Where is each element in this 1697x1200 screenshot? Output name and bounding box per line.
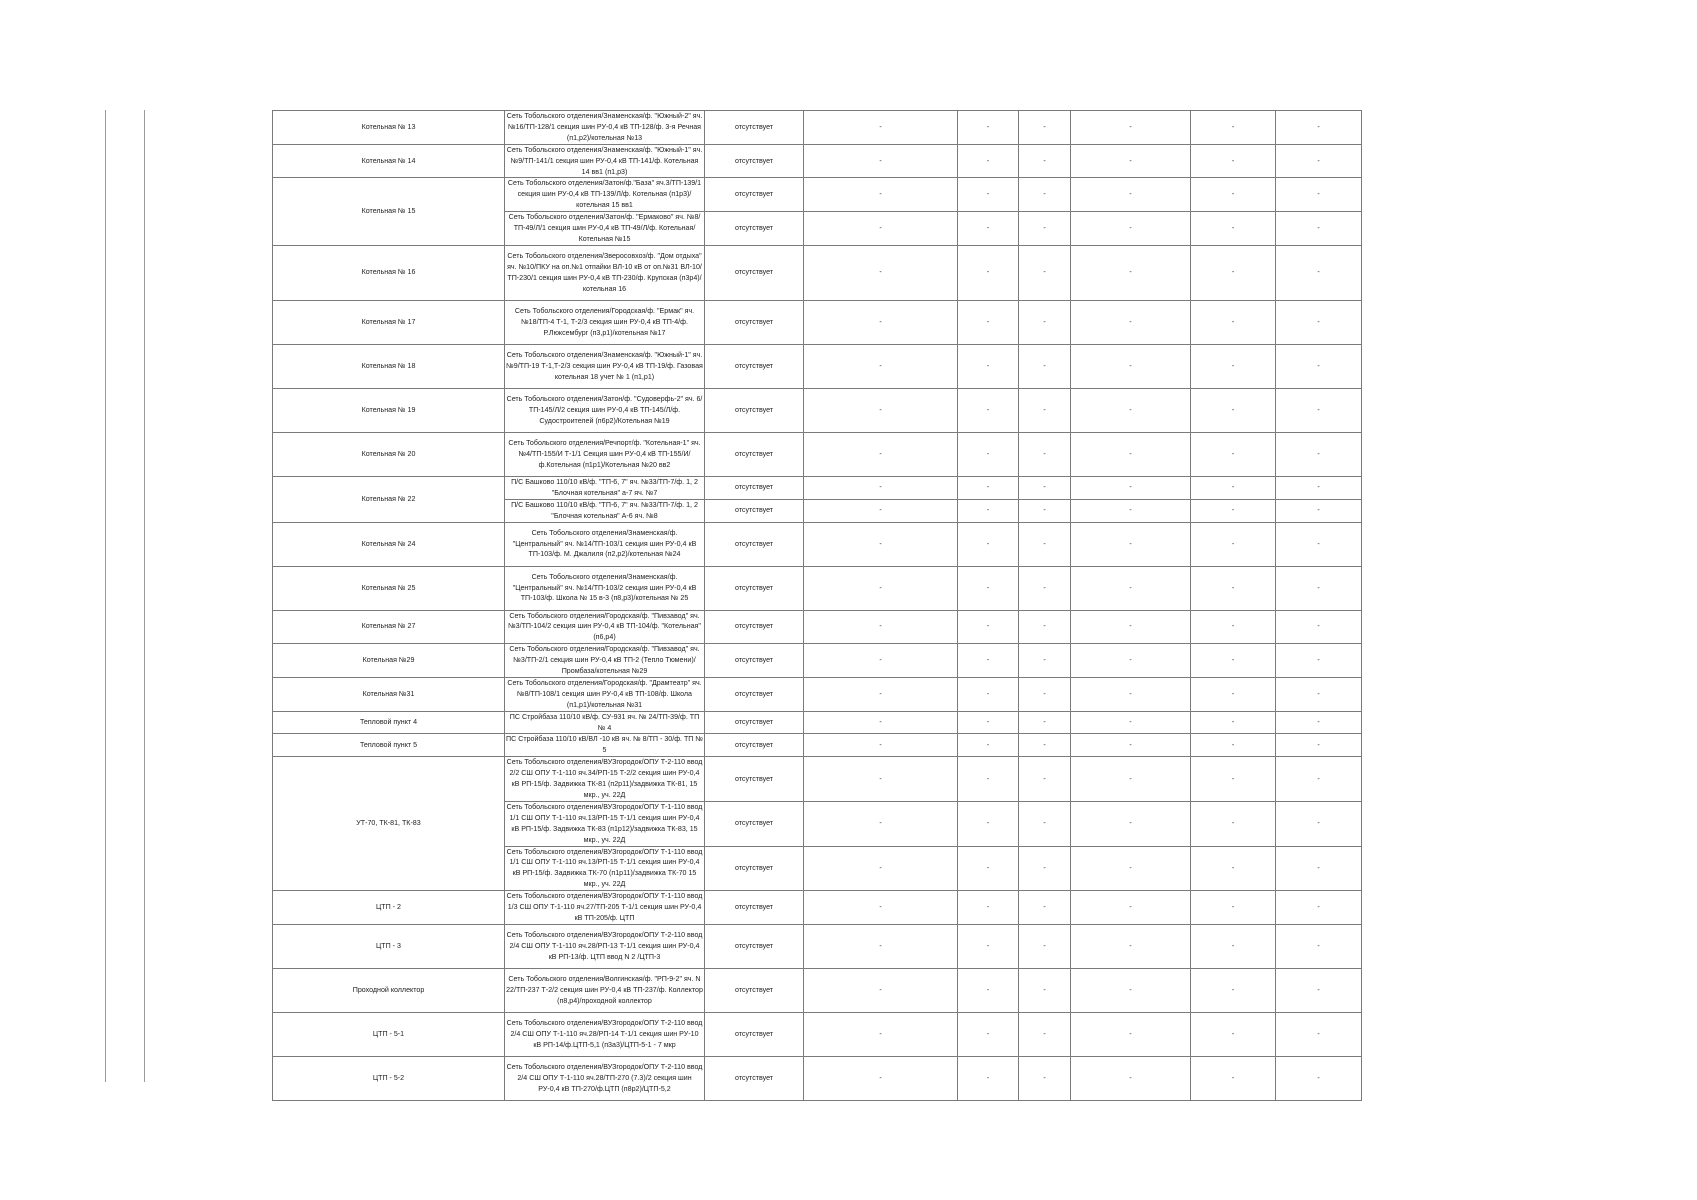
table-row [273,144,1362,178]
dash-cell: - [1191,1012,1276,1056]
dash-cell: - [1276,757,1362,802]
dash-cell: - [1276,846,1362,891]
dash-cell: - [1019,801,1071,846]
dash-cell: - [1191,499,1276,522]
status-cell: отсутствует [705,344,804,388]
status-cell: отсутствует [705,924,804,968]
dash-cell: - [1071,846,1191,891]
table-row [273,644,1362,678]
facility-name-cell: ЦТП - 5-1 [273,1012,505,1056]
status-cell: отсутствует [705,644,804,678]
dash-cell: - [1276,476,1362,499]
power-source-cell: Сеть Тобольского отделения/Городская/ф. "Ермак" яч. №18/ТП-4 Т-1, Т-2/3 секция шин РУ-0,4 кВ ТП-4/ф. Р.Люксембург (п3,р1)/котельная №17 [505,300,705,344]
left-margin-line-2 [144,110,145,1082]
dash-cell: - [1019,734,1071,757]
table-row [273,610,1362,644]
dash-cell: - [1276,924,1362,968]
dash-cell: - [1191,924,1276,968]
dash-cell: - [804,111,958,145]
dash-cell: - [804,1012,958,1056]
dash-cell: - [1019,300,1071,344]
power-source-cell: ПС Стройбаза 110/10 кВ/ВЛ -10 кВ яч. № 8/ТП - 30/ф. ТП № 5 [505,734,705,757]
dash-cell: - [958,610,1019,644]
dash-cell: - [804,245,958,300]
dash-cell: - [1191,891,1276,925]
dash-cell: - [1071,968,1191,1012]
power-source-cell: Сеть Тобольского отделения/Речпорт/ф. "Котельная-1" яч. №4/ТП-155/И Т-1/1 Секция шин РУ-0,4 кВ ТП-155/И/ф.Котельная (п1р1)/Котельная №20 вв2 [505,432,705,476]
dash-cell: - [958,245,1019,300]
facility-name-cell: Котельная № 25 [273,566,505,610]
dash-cell: - [1071,1012,1191,1056]
dash-cell: - [1071,300,1191,344]
dash-cell: - [958,344,1019,388]
dash-cell: - [804,300,958,344]
dash-cell: - [1191,476,1276,499]
facility-name-cell: Котельная № 15 [273,178,505,245]
facility-name-cell: Котельная № 22 [273,476,505,522]
status-cell: отсутствует [705,144,804,178]
table-row [273,300,1362,344]
dash-cell: - [1191,522,1276,566]
dash-cell: - [1191,677,1276,711]
dash-cell: - [1191,111,1276,145]
dash-cell: - [1019,144,1071,178]
dash-cell: - [1019,1056,1071,1100]
facility-name-cell: Котельная № 20 [273,432,505,476]
dash-cell: - [958,846,1019,891]
dash-cell: - [1071,111,1191,145]
dash-cell: - [1191,144,1276,178]
facility-name-cell: Котельная №29 [273,644,505,678]
table-row [273,344,1362,388]
dash-cell: - [1071,144,1191,178]
facility-name-cell: ЦТП - 3 [273,924,505,968]
dash-cell: - [958,432,1019,476]
dash-cell: - [1019,476,1071,499]
dash-cell: - [1019,924,1071,968]
dash-cell: - [1191,178,1276,212]
dash-cell: - [1071,476,1191,499]
dash-cell: - [958,144,1019,178]
dash-cell: - [804,610,958,644]
dash-cell: - [1276,968,1362,1012]
power-source-cell: Сеть Тобольского отделения/Затон/ф."База" яч.3/ТП-139/1 секция шин РУ-0,4 кВ ТП-139/Л/ф. Котельная (п1р3)/котельная 15 вв1 [505,178,705,212]
dash-cell: - [1071,891,1191,925]
dash-cell: - [1071,644,1191,678]
dash-cell: - [1019,111,1071,145]
power-source-cell: Сеть Тобольского отделения/Затон/ф. "Ермаково" яч. №8/ТП-49/Л/1 секция шин РУ-0,4 кВ ТП-49/Л/ф. Котельная/Котельная №15 [505,212,705,246]
status-cell: отсутствует [705,757,804,802]
table-row [273,178,1362,212]
facility-name-cell: Тепловой пункт 5 [273,734,505,757]
dash-cell: - [958,111,1019,145]
dash-cell: - [1019,610,1071,644]
dash-cell: - [1019,644,1071,678]
dash-cell: - [1191,610,1276,644]
dash-cell: - [1276,677,1362,711]
facility-name-cell: Котельная № 18 [273,344,505,388]
status-cell: отсутствует [705,891,804,925]
dash-cell: - [1071,344,1191,388]
status-cell: отсутствует [705,300,804,344]
facility-name-cell: Тепловой пункт 4 [273,711,505,734]
facility-name-cell: Котельная № 17 [273,300,505,344]
power-source-cell: Сеть Тобольского отделения/Затон/ф. "Судоверфь-2" яч. 6/ТП-145/Л/2 секция шин РУ-0,4 кВ ТП-145/Л/ф. Судостроителей (п6р2)/Котельная №19 [505,388,705,432]
dash-cell: - [1019,846,1071,891]
dash-cell: - [1276,245,1362,300]
status-cell: отсутствует [705,212,804,246]
dash-cell: - [1071,801,1191,846]
status-cell: отсутствует [705,566,804,610]
status-cell: отсутствует [705,388,804,432]
dash-cell: - [1191,566,1276,610]
dash-cell: - [804,891,958,925]
facility-name-cell: УТ-70, ТК-81, ТК-83 [273,757,505,891]
dash-cell: - [1276,644,1362,678]
dash-cell: - [1019,522,1071,566]
dash-cell: - [1276,801,1362,846]
dash-cell: - [1191,388,1276,432]
dash-cell: - [1191,432,1276,476]
status-cell: отсутствует [705,677,804,711]
dash-cell: - [1276,1012,1362,1056]
dash-cell: - [1191,968,1276,1012]
facility-name-cell: ЦТП - 5-2 [273,1056,505,1100]
dash-cell: - [1276,610,1362,644]
table-row [273,432,1362,476]
table-row [273,924,1362,968]
facility-name-cell: Котельная № 13 [273,111,505,145]
table-row [273,566,1362,610]
dash-cell: - [1276,566,1362,610]
facility-name-cell: Котельная № 27 [273,610,505,644]
dash-cell: - [804,499,958,522]
dash-cell: - [958,734,1019,757]
dash-cell: - [804,476,958,499]
dash-cell: - [958,924,1019,968]
dash-cell: - [1071,677,1191,711]
facility-name-cell: Котельная № 16 [273,245,505,300]
dash-cell: - [804,644,958,678]
table-row [273,891,1362,925]
dash-cell: - [1071,522,1191,566]
status-cell: отсутствует [705,801,804,846]
facility-name-cell: Котельная № 14 [273,144,505,178]
dash-cell: - [1019,757,1071,802]
power-source-cell: Сеть Тобольского отделения/Городская/ф. "Пивзавод" яч. №3/ТП-104/2 секция шин РУ-0,4 кВ ТП-104/ф. "Котельная" (п6,р4) [505,610,705,644]
power-source-cell: Сеть Тобольского отделения/ВУЗгородок/ОПУ Т-2-110 ввод 2/4 СШ ОПУ Т-1-110 яч.28/ТП-270 (7.3)/2 секция шин РУ-0,4 кВ ТП-270/ф.ЦТП (п8р2)/ЦТП-5,2 [505,1056,705,1100]
dash-cell: - [1191,734,1276,757]
dash-cell: - [1276,178,1362,212]
status-cell: отсутствует [705,711,804,734]
dash-cell: - [958,1056,1019,1100]
status-cell: отсутствует [705,734,804,757]
power-source-cell: П/С Башково 110/10 кВ/ф. "ТП-6, 7" яч. №33/ТП-7/ф. 1, 2 "Блочная котельная" А-6 яч. №8 [505,499,705,522]
dash-cell: - [958,522,1019,566]
dash-cell: - [1019,212,1071,246]
dash-cell: - [804,677,958,711]
dash-cell: - [1276,300,1362,344]
dash-cell: - [958,968,1019,1012]
dash-cell: - [804,566,958,610]
dash-cell: - [1276,111,1362,145]
dash-cell: - [1276,212,1362,246]
status-cell: отсутствует [705,846,804,891]
power-source-cell: Сеть Тобольского отделения/Знаменская/ф. "Центральный" яч. №14/ТП-103/2 секция шин РУ-0,4 кВ ТП-103/ф. Школа № 15 в-3 (п8,р3)/котельная № 25 [505,566,705,610]
table-row [273,476,1362,499]
power-source-cell: ПС Стройбаза 110/10 кВ/ф. СУ-931 яч. № 24/ТП-39/ф. ТП № 4 [505,711,705,734]
dash-cell: - [1191,212,1276,246]
dash-cell: - [1019,245,1071,300]
status-cell: отсутствует [705,178,804,212]
dash-cell: - [1019,499,1071,522]
status-cell: отсутствует [705,968,804,1012]
dash-cell: - [804,711,958,734]
dash-cell: - [1071,566,1191,610]
power-source-cell: Сеть Тобольского отделения/ВУЗгородок/ОПУ Т-2-110 ввод 2/2 СШ ОПУ Т-1-110 яч.34/РП-15 Т-2/2 секция шин РУ-0,4 кВ РП-15/ф. Задвижка ТК-81 (п2р11)/задвижка ТК-81, 15 мкр., уч. 22Д [505,757,705,802]
dash-cell: - [958,757,1019,802]
dash-cell: - [958,1012,1019,1056]
status-cell: отсутствует [705,432,804,476]
dash-cell: - [958,891,1019,925]
dash-cell: - [1071,212,1191,246]
dash-cell: - [1071,432,1191,476]
dash-cell: - [958,644,1019,678]
status-cell: отсутствует [705,1056,804,1100]
dash-cell: - [1276,522,1362,566]
dash-cell: - [1071,499,1191,522]
dash-cell: - [1071,1056,1191,1100]
power-source-cell: П/С Башково 110/10 кВ/ф. "ТП-6, 7" яч. №33/ТП-7/ф. 1, 2 "Блочная котельная" а-7 яч. №7 [505,476,705,499]
table-row [273,1056,1362,1100]
table-row [273,968,1362,1012]
dash-cell: - [1019,677,1071,711]
power-source-cell: Сеть Тобольского отделения/Зверосовхоз/ф. "Дом отдыха" яч. №10/ПКУ на оп.№1 отпайки ВЛ-10 кВ от оп.№31 ВЛ-10/ТП-230/1 секция шин РУ-0,4 кВ ТП-230/ф. Крупская (п3р4)/котельная 16 [505,245,705,300]
dash-cell: - [1071,245,1191,300]
power-source-cell: Сеть Тобольского отделения/ВУЗгородок/ОПУ Т-2-110 ввод 2/4 СШ ОПУ Т-1-110 яч.28/РП-14 Т-1/1 секция шин РУ-10 кВ РП-14/ф.ЦТП-5,1 (п3а3)/ЦТП-5-1 - 7 мкр [505,1012,705,1056]
dash-cell: - [1191,644,1276,678]
power-source-cell: Сеть Тобольского отделения/ВУЗгородок/ОПУ Т-1-110 ввод 1/1 СШ ОПУ Т-1-110 яч.13/РП-15 Т-1/1 секция шин РУ-0,4 кВ РП-15/ф. Задвижка ТК-83 (п1р12)/задвижка ТК-83, 15 мкр., уч. 22Д [505,801,705,846]
left-margin-line-1 [105,110,106,1082]
table-row [273,388,1362,432]
dash-cell: - [958,178,1019,212]
facility-name-cell: Котельная №31 [273,677,505,711]
dash-cell: - [1071,711,1191,734]
dash-cell: - [1191,846,1276,891]
dash-cell: - [804,344,958,388]
dash-cell: - [1191,245,1276,300]
power-source-cell: Сеть Тобольского отделения/ВУЗгородок/ОПУ Т-1-110 ввод 1/3 СШ ОПУ Т-1-110 яч.27/ТП-205 Т-1/1 секция шин РУ-0,4 кВ ТП-205/ф. ЦТП [505,891,705,925]
status-cell: отсутствует [705,245,804,300]
dash-cell: - [804,968,958,1012]
dash-cell: - [804,757,958,802]
power-source-cell: Сеть Тобольского отделения/Городская/ф. "Драмтеатр" яч. №8/ТП-108/1 секция шин РУ-0,4 кВ ТП-108/ф. Школа (п1,р1)/котельная №31 [505,677,705,711]
dash-cell: - [1071,388,1191,432]
status-cell: отсутствует [705,1012,804,1056]
dash-cell: - [804,846,958,891]
status-cell: отсутствует [705,111,804,145]
table-row [273,677,1362,711]
facility-name-cell: Проходной коллектор [273,968,505,1012]
dash-cell: - [1019,711,1071,734]
power-source-cell: Сеть Тобольского отделения/Городская/ф. "Пивзавод" яч. №3/ТП-2/1 секция шин РУ-0,4 кВ ТП-2 (Тепло Тюмени)/Промбаза/котельная №29 [505,644,705,678]
dash-cell: - [1276,499,1362,522]
table-row [273,522,1362,566]
dash-cell: - [804,178,958,212]
dash-cell: - [1276,432,1362,476]
dash-cell: - [1276,734,1362,757]
dash-cell: - [1276,891,1362,925]
power-source-cell: Сеть Тобольского отделения/ВУЗгородок/ОПУ Т-2-110 ввод 2/4 СШ ОПУ Т-1-110 яч.28/РП-13 Т-1/1 секция шин РУ-0,4 кВ РП-13/ф. ЦТП ввод N 2 /ЦТП-3 [505,924,705,968]
dash-cell: - [1276,144,1362,178]
power-source-cell: Сеть Тобольского отделения/Волгинская/ф. "РП-9-2" яч. N 22/ТП-237 Т-2/2 секция шин РУ-0,4 кВ ТП-237/ф. Коллектор (п8,р4)/проходной коллектор [505,968,705,1012]
dash-cell: - [1019,432,1071,476]
dash-cell: - [958,677,1019,711]
dash-cell: - [1191,757,1276,802]
dash-cell: - [1071,757,1191,802]
dash-cell: - [804,388,958,432]
status-cell: отсутствует [705,522,804,566]
dash-cell: - [1191,344,1276,388]
dash-cell: - [1071,178,1191,212]
dash-cell: - [958,801,1019,846]
dash-cell: - [804,522,958,566]
dash-cell: - [1019,178,1071,212]
table-row [273,734,1362,757]
table-row [273,711,1362,734]
dash-cell: - [804,1056,958,1100]
dash-cell: - [1071,610,1191,644]
dash-cell: - [1071,924,1191,968]
dash-cell: - [1276,388,1362,432]
dash-cell: - [1191,300,1276,344]
facility-name-cell: Котельная № 24 [273,522,505,566]
facilities-table [272,110,1362,1101]
dash-cell: - [958,212,1019,246]
dash-cell: - [958,711,1019,734]
table-row [273,1012,1362,1056]
status-cell: отсутствует [705,499,804,522]
dash-cell: - [1019,891,1071,925]
status-cell: отсутствует [705,476,804,499]
dash-cell: - [804,734,958,757]
dash-cell: - [1276,344,1362,388]
facility-name-cell: Котельная № 19 [273,388,505,432]
status-cell: отсутствует [705,610,804,644]
table-row [273,757,1362,802]
dash-cell: - [1191,711,1276,734]
power-source-cell: Сеть Тобольского отделения/Знаменская/ф. "Центральный" яч. №14/ТП-103/1 секция шин РУ-0,4 кВ ТП-103/ф. М. Джалиля (п2,р2)/котельная №24 [505,522,705,566]
power-source-cell: Сеть Тобольского отделения/Знаменская/ф. "Южный-1" яч. №9/ТП-19 Т-1,Т-2/3 секция шин РУ-0,4 кВ ТП-19/ф. Газовая котельная 18 учет № 1 (п1,р1) [505,344,705,388]
dash-cell: - [804,801,958,846]
dash-cell: - [1276,1056,1362,1100]
dash-cell: - [1276,711,1362,734]
table-row [273,111,1362,145]
dash-cell: - [958,566,1019,610]
dash-cell: - [804,212,958,246]
dash-cell: - [804,144,958,178]
dash-cell: - [958,388,1019,432]
table-body [273,111,1362,1101]
dash-cell: - [1191,1056,1276,1100]
dash-cell: - [1019,1012,1071,1056]
facility-name-cell: ЦТП - 2 [273,891,505,925]
dash-cell: - [958,476,1019,499]
dash-cell: - [1191,801,1276,846]
power-source-cell: Сеть Тобольского отделения/Знаменская/ф. "Южный-1" яч. №9/ТП-141/1 секция шин РУ-0,4 кВ ТП-141/ф. Котельная 14 вв1 (п1,р3) [505,144,705,178]
dash-cell: - [1019,968,1071,1012]
dash-cell: - [1071,734,1191,757]
dash-cell: - [1019,344,1071,388]
dash-cell: - [1019,388,1071,432]
table-row [273,245,1362,300]
dash-cell: - [958,300,1019,344]
dash-cell: - [958,499,1019,522]
dash-cell: - [1019,566,1071,610]
dash-cell: - [804,432,958,476]
dash-cell: - [804,924,958,968]
power-source-cell: Сеть Тобольского отделения/ВУЗгородок/ОПУ Т-1-110 ввод 1/1 СШ ОПУ Т-1-110 яч.13/РП-15 Т-1/1 секция шин РУ-0,4 кВ РП-15/ф. Задвижка ТК-70 (п1р11)/задвижка ТК-70 15 мкр., уч. 22Д [505,846,705,891]
power-source-cell: Сеть Тобольского отделения/Знаменская/ф. "Южный-2" яч. №16/ТП-128/1 секция шин РУ-0,4 кВ ТП-128/ф. 3-я Речная (п1,р2)/котельная №13 [505,111,705,145]
